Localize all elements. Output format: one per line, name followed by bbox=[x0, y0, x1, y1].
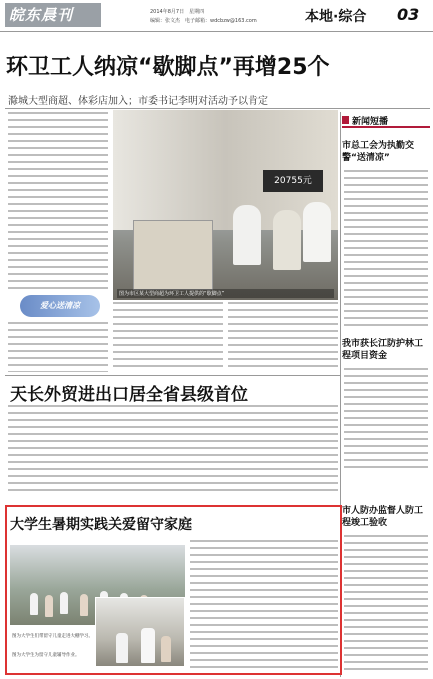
feature-photo-caption-1: 图为大学生们带留守儿童走进大棚学习。 bbox=[12, 634, 93, 639]
photo-person bbox=[45, 595, 53, 617]
masthead-meta bbox=[150, 8, 204, 15]
sidebar-item-body bbox=[344, 535, 428, 675]
photo-person bbox=[303, 202, 331, 262]
feature-headline: 大学生暑期实践关爱留守家庭 bbox=[10, 517, 192, 533]
second-body bbox=[8, 405, 338, 495]
lead-photo-caption: 图为市区某大型商超为环卫工人提供的“歇脚点” bbox=[117, 289, 334, 298]
lead-body-column-2 bbox=[113, 302, 223, 372]
masthead-meta-2 bbox=[150, 17, 257, 24]
photo-person bbox=[30, 593, 38, 615]
sidebar-item-body bbox=[344, 368, 428, 468]
page-number: 03 bbox=[397, 5, 420, 24]
photo-person bbox=[273, 210, 301, 270]
photo-price-sign: 20755元 bbox=[263, 170, 323, 192]
section-name: 本地·综合 bbox=[305, 9, 367, 25]
lead-subhead: 滁城大型商超、体彩店加入；市委书记李明对活动予以肯定 bbox=[8, 96, 268, 107]
newspaper-brand: 皖东晨刊 bbox=[5, 3, 101, 27]
lead-body-column-1b bbox=[8, 322, 108, 372]
photo-person bbox=[116, 633, 128, 663]
photo-person bbox=[141, 628, 155, 663]
second-headline: 天长外贸进出口居全省县级首位 bbox=[10, 385, 248, 405]
sidebar-item-title: 市人防办监督人防工程竣工验收 bbox=[342, 506, 424, 528]
feature-photo-caption-2: 图为大学生为留守儿童辅导作业。 bbox=[12, 653, 80, 658]
editor-line: 编辑：张文杰 电子邮箱：wdcbzw@163.com bbox=[150, 18, 257, 24]
divider bbox=[5, 375, 340, 376]
photo-counter bbox=[133, 220, 213, 290]
promo-logo: 爱心送清凉 bbox=[20, 295, 100, 317]
divider bbox=[5, 108, 430, 109]
feature-body bbox=[190, 540, 338, 670]
feature-photo-2 bbox=[95, 597, 185, 667]
sidebar-item-title: 我市获长江防护林工程项目资金 bbox=[342, 339, 424, 361]
sidebar-section-title: 新闻短播 bbox=[342, 114, 430, 128]
photo-person bbox=[161, 636, 171, 662]
lead-body-column-3 bbox=[228, 302, 338, 372]
photo-person bbox=[233, 205, 261, 265]
masthead bbox=[0, 0, 433, 32]
sidebar-item-title: 市总工会为执勤交警“送清凉” bbox=[342, 141, 415, 163]
lead-body-column-1 bbox=[8, 112, 108, 292]
photo-person bbox=[80, 594, 88, 616]
lead-photo bbox=[113, 110, 338, 300]
lead-headline: 环卫工人纳凉“歇脚点”再增25个 bbox=[6, 55, 330, 80]
photo-person bbox=[60, 592, 68, 614]
sidebar-item-body bbox=[344, 170, 428, 330]
date-line: 2014年8月7日 星期四 bbox=[150, 9, 205, 15]
